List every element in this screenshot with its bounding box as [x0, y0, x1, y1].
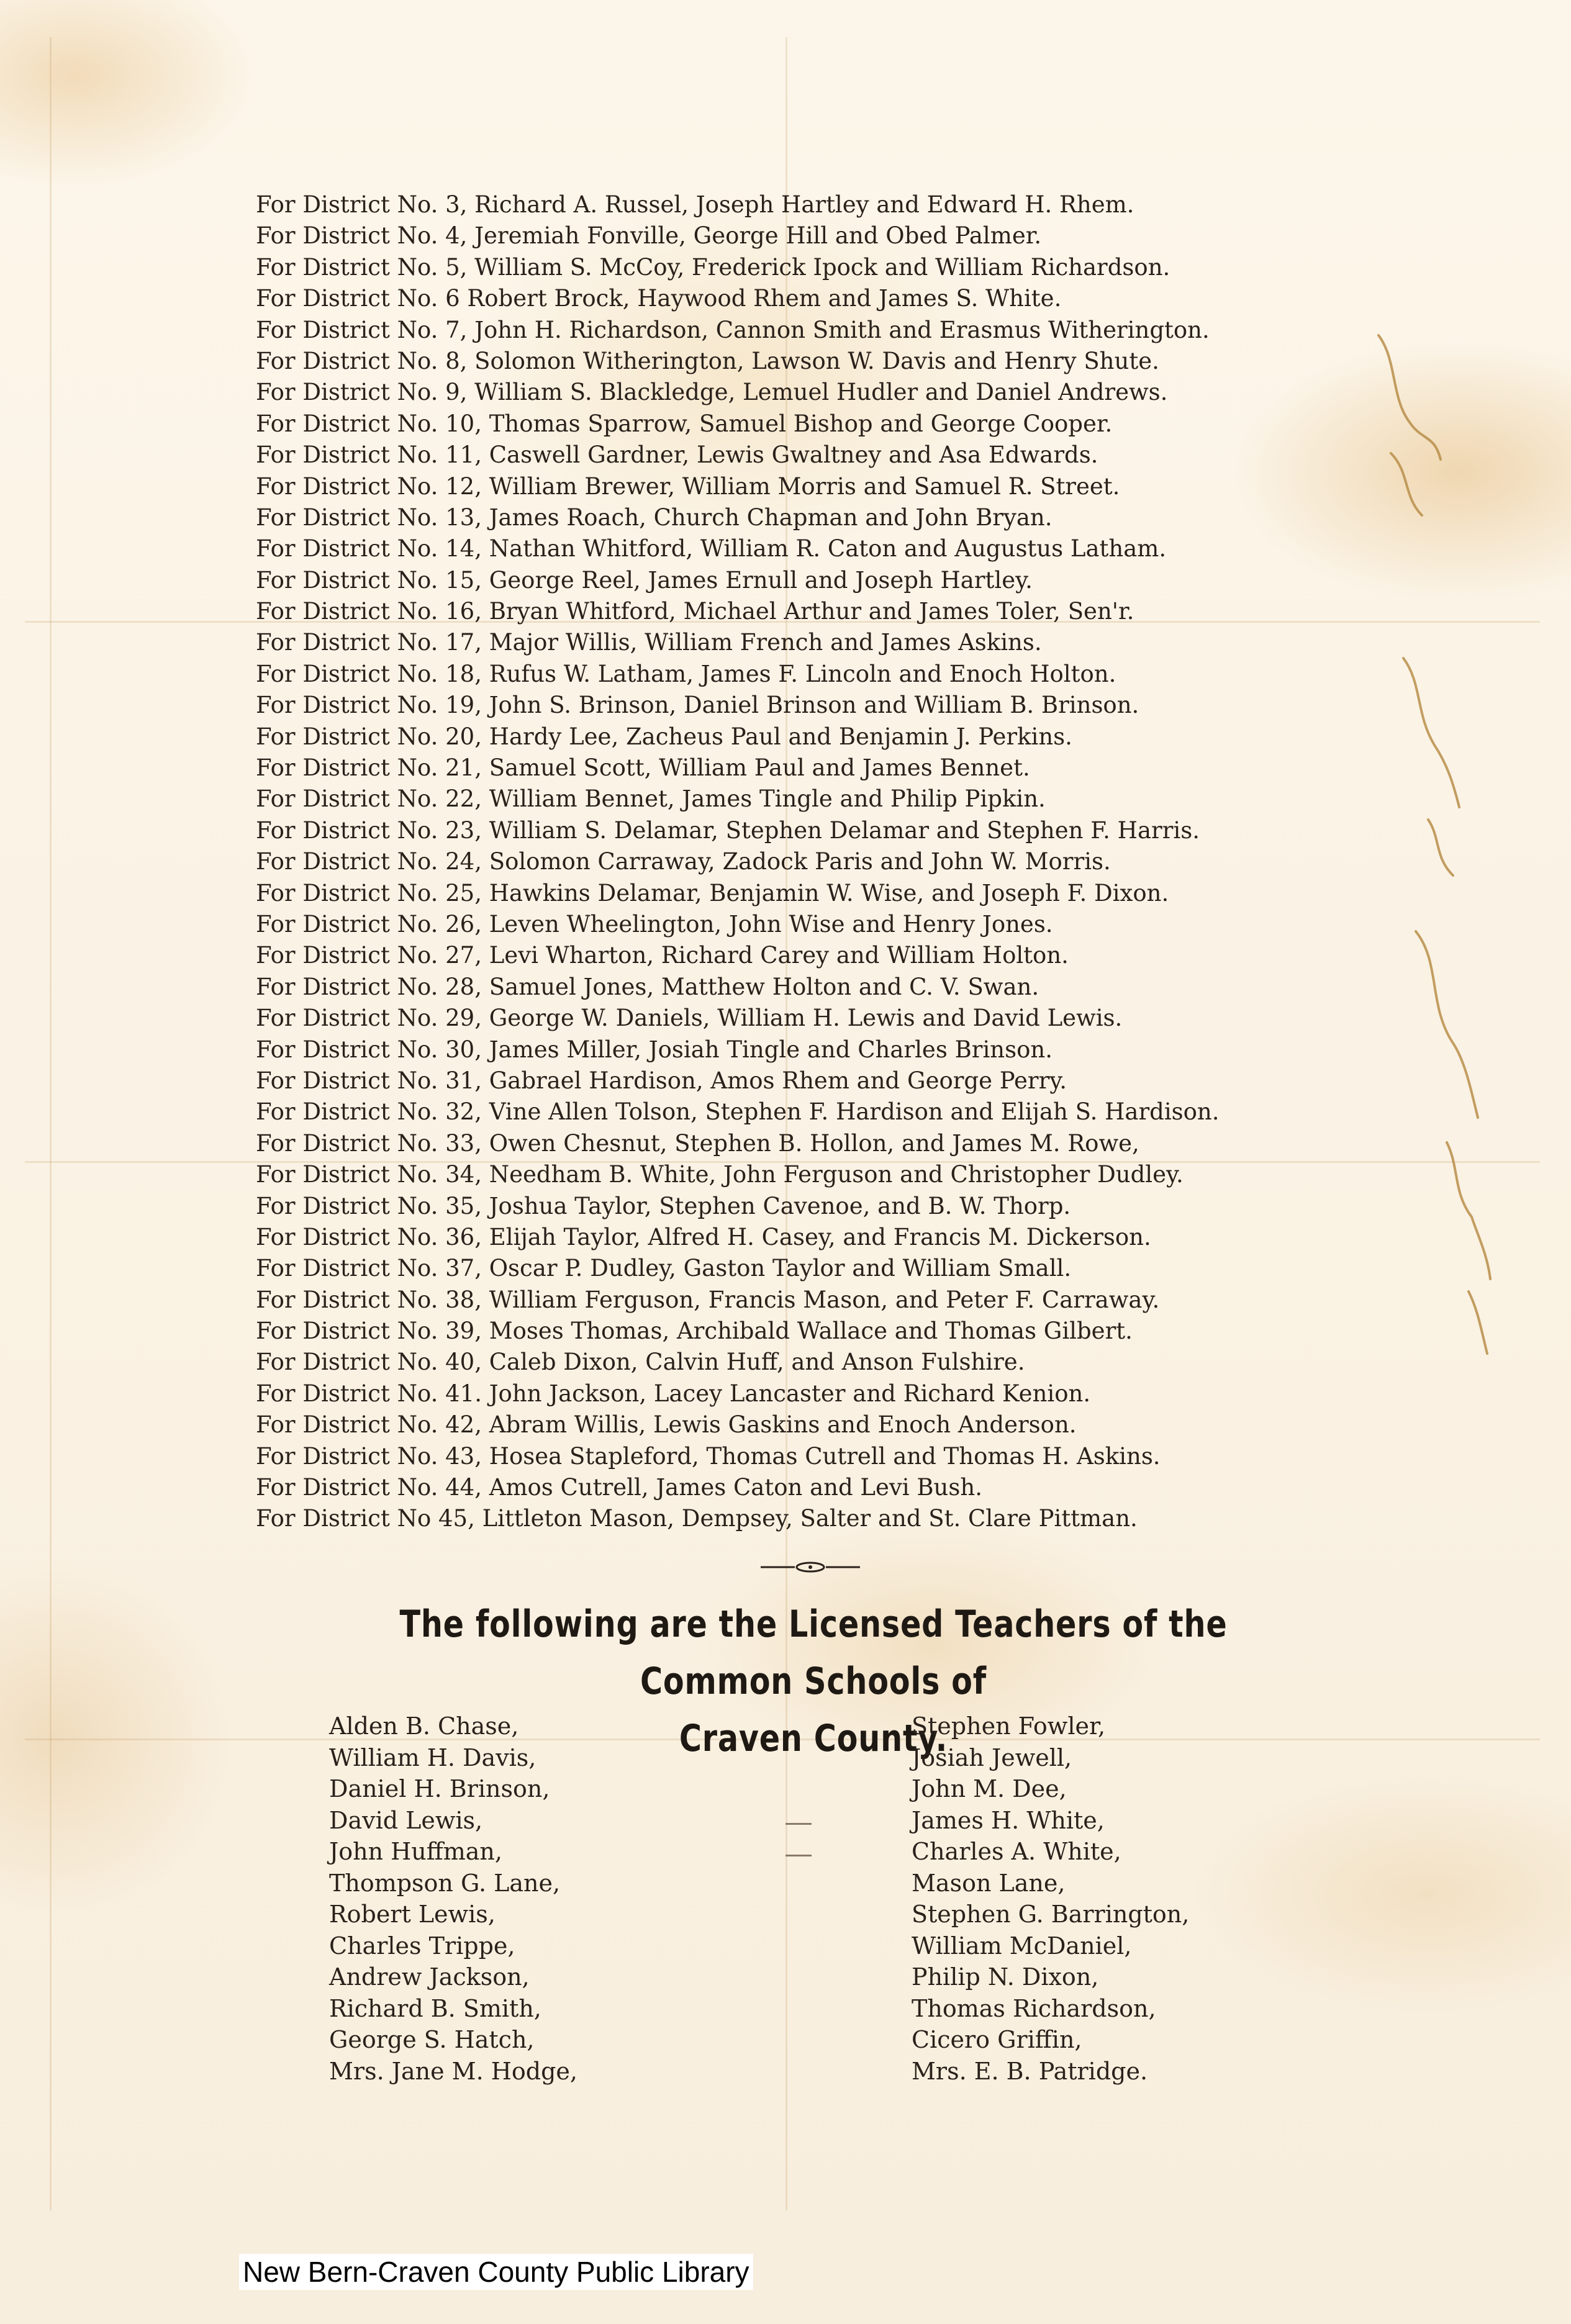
district-entry: For District No. 23, William S. Delamar, Stephen Delamar and Stephen F. Harris. — [256, 816, 1200, 844]
district-entry: For District No. 8, Solomon Witherington, Lawson W. Davis and Henry Shute. — [256, 347, 1159, 374]
district-entry: For District No. 12, William Brewer, William Morris and Samuel R. Street. — [256, 472, 1120, 500]
district-entry: For District No. 20, Hardy Lee, Zacheus Paul and Benjamin J. Perkins. — [256, 723, 1072, 750]
teacher-name: David Lewis, — [329, 1806, 483, 1834]
fold-crease-left — [50, 37, 52, 2210]
district-entry: For District No. 28, Samuel Jones, Matthew Holton and C. V. Swan. — [256, 973, 1039, 1000]
district-entry: For District No. 36, Elijah Taylor, Alfred H. Casey, and Francis M. Dickerson. — [256, 1223, 1151, 1250]
district-entry: For District No. 15, George Reel, James Ernull and Joseph Hartley. — [256, 566, 1033, 594]
margin-dash-mark — [786, 1855, 812, 1856]
teachers-left-column — [329, 1711, 764, 2087]
teacher-name: Charles Trippe, — [329, 1932, 515, 1960]
district-entry: For District No. 39, Moses Thomas, Archibald Wallace and Thomas Gilbert. — [256, 1318, 1133, 1345]
teacher-name: James H. White, — [912, 1806, 1105, 1834]
district-entry: For District No. 41. John Jackson, Lacey Lancaster and Richard Kenion. — [256, 1380, 1091, 1407]
district-entry: For District No. 16, Bryan Whitford, Michael Arthur and James Toler, Sen'r. — [256, 598, 1134, 625]
district-entry: For District No. 11, Caswell Gardner, Lewis Gwaltney and Asa Edwards. — [256, 441, 1098, 469]
district-entry: For District No. 32, Vine Allen Tolson, Stephen F. Hardison and Elijah S. Hardison. — [256, 1098, 1220, 1126]
heading-line-1: The following are the Licensed Teachers of the Common Schools of — [399, 1603, 1228, 1703]
district-entry: For District No. 29, George W. Daniels, William H. Lewis and David Lewis. — [256, 1005, 1123, 1032]
teacher-name: Alden B. Chase, — [329, 1712, 519, 1740]
teachers-right-column — [912, 1711, 1346, 2087]
teacher-name: William McDaniel, — [912, 1932, 1132, 1960]
district-entry: For District No. 19, John S. Brinson, Daniel Brinson and William B. Brinson. — [256, 692, 1139, 719]
district-entry: For District No. 13, James Roach, Church Chapman and John Bryan. — [256, 504, 1053, 531]
teacher-name: George S. Hatch, — [329, 2026, 535, 2053]
district-entry: For District No. 31, Gabrael Hardison, Amos Rhem and George Perry. — [256, 1067, 1067, 1094]
district-entry: For District No. 10, Thomas Sparrow, Samuel Bishop and George Cooper. — [256, 410, 1113, 437]
district-entry: For District No. 35, Joshua Taylor, Stephen Cavenoe, and B. W. Thorp. — [256, 1192, 1071, 1219]
district-entry: For District No. 5, William S. McCoy, Frederick Ipock and William Richardson. — [256, 253, 1170, 281]
district-entry: For District No. 17, Major Willis, William French and James Askins. — [256, 629, 1042, 656]
district-entry: For District No. 3, Richard A. Russel, Joseph Hartley and Edward H. Rhem. — [256, 191, 1134, 218]
district-entry: For District No. 21, Samuel Scott, William Paul and James Bennet. — [256, 754, 1030, 782]
school-committee-district-list — [256, 189, 1405, 1535]
teacher-name: Josiah Jewell, — [912, 1743, 1072, 1771]
district-entry: For District No. 7, John H. Richardson, Cannon Smith and Erasmus Witherington. — [256, 316, 1210, 343]
teacher-name: Thompson G. Lane, — [329, 1869, 561, 1897]
district-entry: For District No. 42, Abram Willis, Lewis Gaskins and Enoch Anderson. — [256, 1411, 1077, 1439]
teacher-name: Daniel H. Brinson, — [329, 1775, 550, 1802]
teacher-name: Andrew Jackson, — [329, 1963, 530, 1991]
margin-dash-mark — [786, 1823, 812, 1825]
district-entry: For District No. 44, Amos Cutrell, James Caton and Levi Bush. — [256, 1474, 982, 1501]
teacher-name: Cicero Griffin, — [912, 2026, 1082, 2053]
district-entry: For District No. 40, Caleb Dixon, Calvin Huff, and Anson Fulshire. — [256, 1349, 1025, 1376]
district-entry: For District No. 30, James Miller, Josiah Tingle and Charles Brinson. — [256, 1036, 1053, 1063]
heading-line-2: Craven County. — [679, 1717, 948, 1760]
teacher-name: Stephen G. Barrington, — [912, 1901, 1190, 1928]
district-entry: For District No. 33, Owen Chesnut, Stephen B. Hollon, and James M. Rowe, — [256, 1129, 1139, 1157]
teacher-name: Charles A. White, — [912, 1838, 1121, 1865]
district-entry: For District No. 14, Nathan Whitford, William R. Caton and Augustus Latham. — [256, 535, 1167, 563]
teacher-name: Stephen Fowler, — [912, 1712, 1106, 1740]
teacher-name: Thomas Richardson, — [912, 1994, 1156, 2022]
district-entry: For District No. 43, Hosea Stapleford, Thomas Cutrell and Thomas H. Askins. — [256, 1442, 1161, 1470]
district-entry: For District No. 34, Needham B. White, John Ferguson and Christopher Dudley. — [256, 1161, 1184, 1188]
district-entry: For District No. 27, Levi Wharton, Richard Carey and William Holton. — [256, 942, 1069, 969]
district-entry: For District No. 37, Oscar P. Dudley, Gaston Taylor and William Small. — [256, 1255, 1072, 1282]
district-entry: For District No. 18, Rufus W. Latham, James F. Lincoln and Enoch Holton. — [256, 660, 1116, 687]
teacher-name: Richard B. Smith, — [329, 1994, 541, 2022]
teacher-name: Mrs. E. B. Patridge. — [912, 2057, 1148, 2085]
library-credit: New Bern-Craven County Public Library — [239, 2254, 753, 2290]
district-entry: For District No. 22, William Bennet, James Tingle and Philip Pipkin. — [256, 785, 1046, 813]
district-entry: For District No. 9, William S. Blackledge, Lemuel Hudler and Daniel Andrews. — [256, 379, 1168, 406]
handwritten-signature — [1354, 310, 1528, 1366]
district-entry: For District No. 6 Robert Brock, Haywood Rhem and James S. White. — [256, 285, 1062, 312]
district-entry: For District No. 26, Leven Wheelington, John Wise and Henry Jones. — [256, 910, 1053, 938]
district-entry: For District No. 25, Hawkins Delamar, Benjamin W. Wise, and Joseph F. Dixon. — [256, 879, 1169, 907]
teacher-name: Mrs. Jane M. Hodge, — [329, 2057, 577, 2085]
teacher-name: Philip N. Dixon, — [912, 1963, 1099, 1991]
teacher-name: Robert Lewis, — [329, 1901, 496, 1928]
district-entry: For District No. 4, Jeremiah Fonville, George Hill and Obed Palmer. — [256, 222, 1042, 250]
district-entry: For District No 45, Littleton Mason, Dempsey, Salter and St. Clare Pittman. — [256, 1505, 1138, 1532]
teacher-name: John M. Dee, — [912, 1775, 1067, 1802]
district-entry: For District No. 38, William Ferguson, Francis Mason, and Peter F. Carraway. — [256, 1286, 1160, 1313]
district-entry: For District No. 24, Solomon Carraway, Zadock Paris and John W. Morris. — [256, 848, 1111, 875]
teacher-name: John Huffman, — [329, 1838, 502, 1865]
teacher-name: Mason Lane, — [912, 1869, 1066, 1897]
decorative-divider-ornament — [761, 1560, 860, 1575]
teacher-name: William H. Davis, — [329, 1743, 536, 1771]
